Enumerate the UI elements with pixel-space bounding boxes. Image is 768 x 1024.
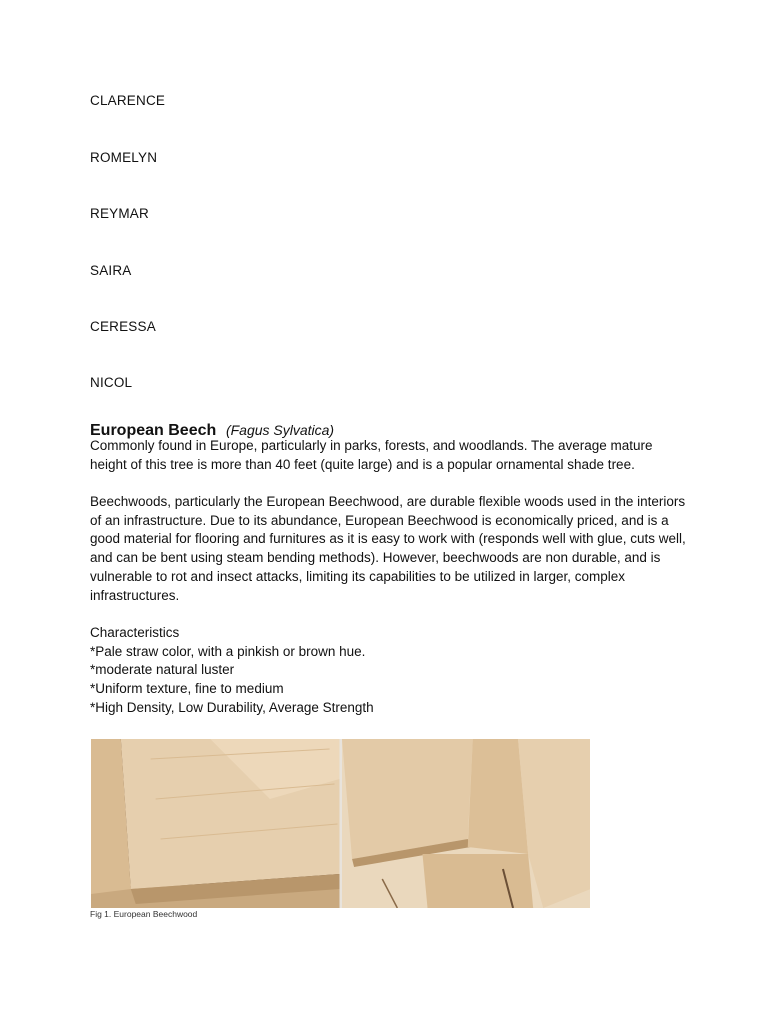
figure-caption: Fig 1. European Beechwood xyxy=(90,909,198,919)
name-ceressa: CERESSA xyxy=(90,319,156,334)
characteristics-list xyxy=(90,624,374,718)
name-saira: SAIRA xyxy=(90,263,132,278)
beechwood-figure xyxy=(91,739,590,908)
characteristic-item: *High Density, Low Durability, Average Strength xyxy=(90,699,374,715)
scientific-name: (Fagus Sylvatica) xyxy=(225,422,335,438)
characteristic-item: *moderate natural luster xyxy=(90,662,235,678)
intro-paragraph: Commonly found in Europe, particularly in parks, forests, and woodlands. The average mature height of this tree is more than 40 feet (quite large) and is a popular ornamental shade tree. xyxy=(90,438,653,472)
characteristic-item: *Uniform texture, fine to medium xyxy=(90,681,284,697)
name-nicol: NICOL xyxy=(90,375,133,390)
beechwood-photo-right xyxy=(342,739,591,908)
characteristics-heading: Characteristics xyxy=(90,625,180,640)
name-clarence: CLARENCE xyxy=(90,93,166,108)
characteristic-item: *Pale straw color, with a pinkish or brown hue. xyxy=(90,643,366,659)
name-romelyn: ROMELYN xyxy=(90,150,158,165)
description-paragraph: Beechwoods, particularly the European Beechwood, are durable flexible woods used in the interiors of an infrastructure. Due to its abundance, European Beechwood is economically priced, and is a good material for flooring and furnitures as it is easy to work with (responds well with glue, cuts well, and can be bent using steam bending methods). However, beechwoods are non durable, and is vulnerable to rot and insect attacks, limiting its capabilities to be utilized in larger, complex infrastructures. xyxy=(90,494,686,603)
name-reymar: REYMAR xyxy=(90,206,149,221)
beechwood-photo-left xyxy=(91,739,340,908)
section-title: European Beech xyxy=(90,422,217,439)
